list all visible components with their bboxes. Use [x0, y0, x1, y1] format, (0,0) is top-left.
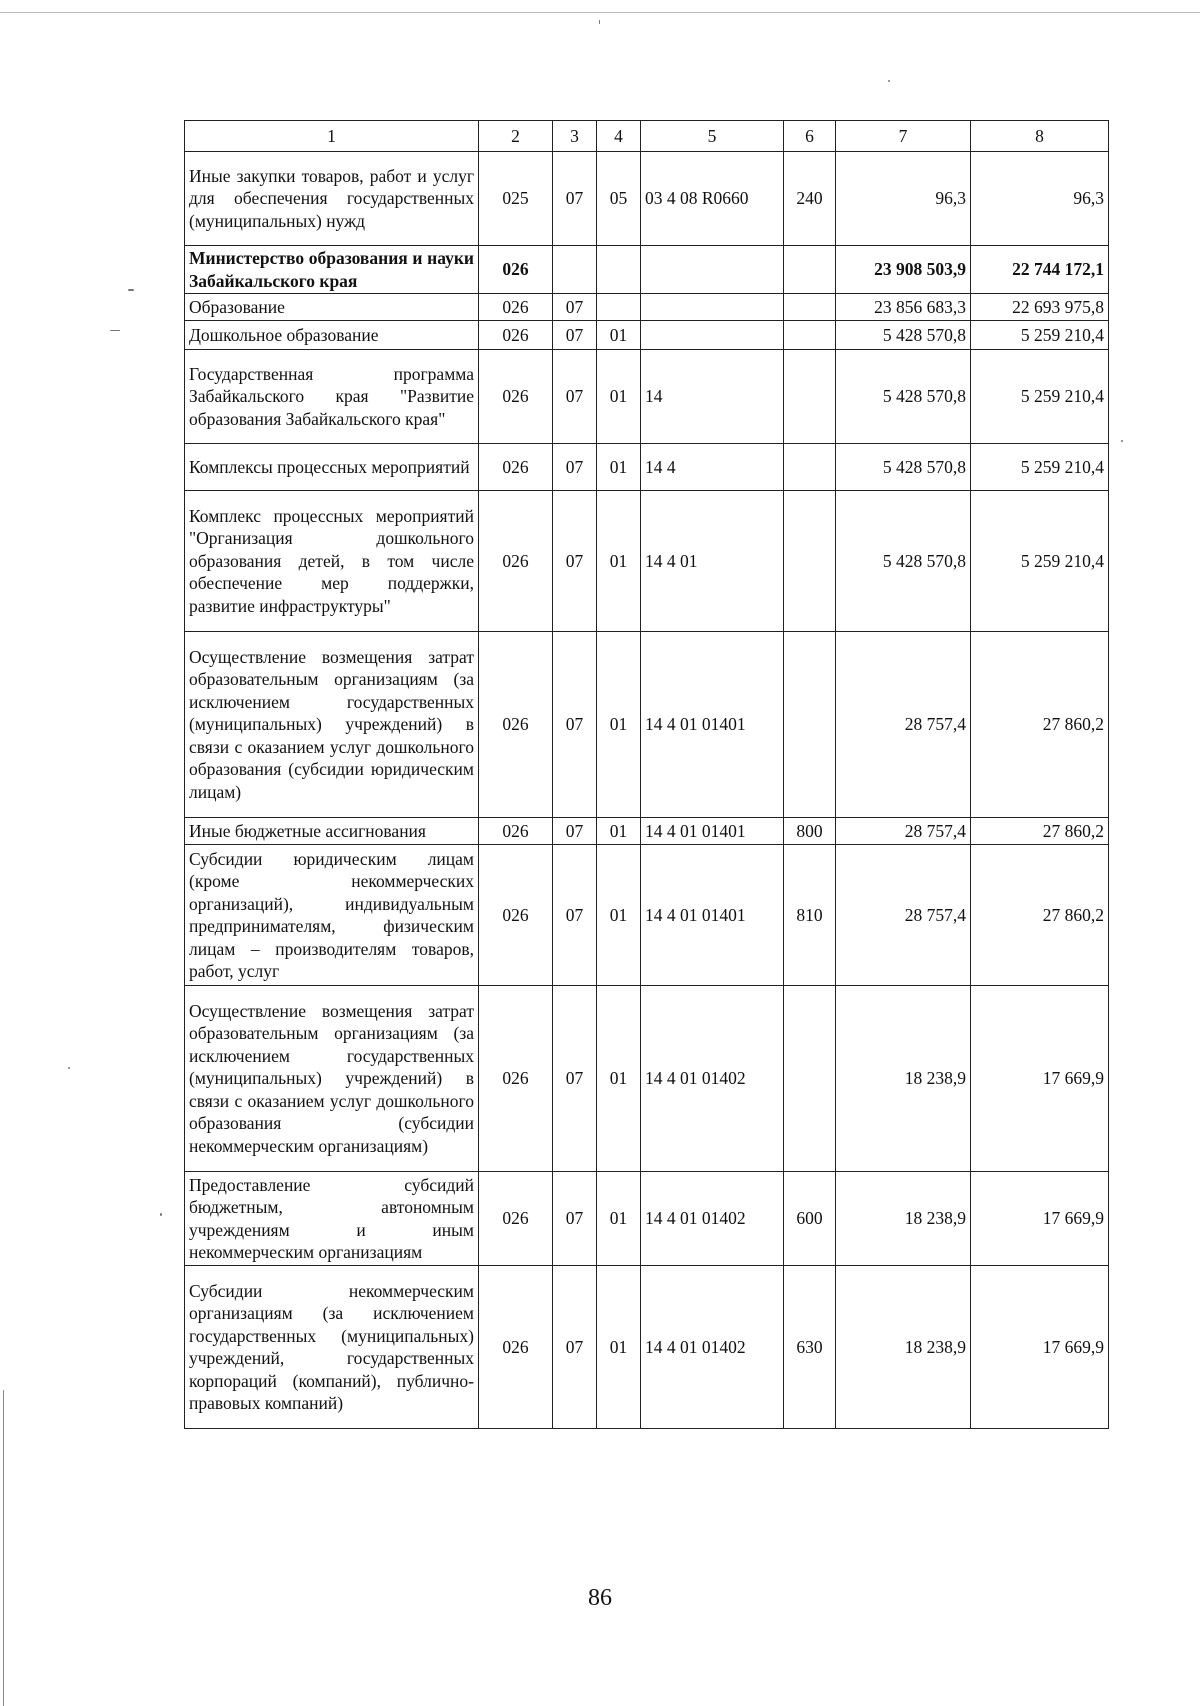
row-sum-7: 23 908 503,9 — [836, 246, 971, 294]
row-sum-8: 5 259 210,4 — [971, 321, 1109, 350]
scan-speck — [128, 289, 134, 291]
row-sum-7: 18 238,9 — [836, 1172, 971, 1266]
row-sum-7: 5 428 570,8 — [836, 491, 971, 632]
row-rz: 07 — [553, 321, 597, 350]
row-sum-8: 22 693 975,8 — [971, 294, 1109, 321]
row-vr — [784, 321, 836, 350]
row-name: Образование — [185, 294, 479, 321]
row-name: Комплексы процессных мероприятий — [185, 444, 479, 491]
row-gr: 026 — [479, 1172, 553, 1266]
row-vr — [784, 246, 836, 294]
header-col-4: 4 — [597, 121, 641, 152]
row-name: Осуществление возмещения затрат образовательным организациям (за исключением государственных (муниципальных) учреждений) в связи с оказанием услуг дошкольного образования (субсидии некоммерческим организациям) — [185, 986, 479, 1172]
row-gr: 026 — [479, 444, 553, 491]
row-vr — [784, 491, 836, 632]
budget-table — [184, 120, 1109, 1429]
header-col-7: 7 — [836, 121, 971, 152]
table-row — [185, 246, 1109, 294]
row-pr: 01 — [597, 444, 641, 491]
row-name: Государственная программа Забайкальского края "Развитие образования Забайкальского края" — [185, 350, 479, 444]
row-csr: 14 4 01 01401 — [641, 632, 784, 818]
row-sum-7: 5 428 570,8 — [836, 321, 971, 350]
row-name: Иные закупки товаров, работ и услуг для обеспечения государственных (муниципальных) нужд — [185, 152, 479, 246]
page-number: 86 — [588, 1585, 612, 1611]
row-gr: 026 — [479, 321, 553, 350]
row-pr: 01 — [597, 350, 641, 444]
row-sum-7: 5 428 570,8 — [836, 444, 971, 491]
row-name: Дошкольное образование — [185, 321, 479, 350]
row-vr: 800 — [784, 818, 836, 845]
row-csr: 14 4 01 01401 — [641, 818, 784, 845]
scan-speck — [888, 80, 890, 82]
table-row — [185, 818, 1109, 845]
row-vr: 600 — [784, 1172, 836, 1266]
row-name: Субсидии некоммерческим организациям (за исключением государственных (муниципальных) учреждений, государственных корпораций (компаний), публично-правовых компаний) — [185, 1266, 479, 1429]
row-csr: 14 4 01 01401 — [641, 845, 784, 986]
row-rz: 07 — [553, 845, 597, 986]
header-col-8: 8 — [971, 121, 1109, 152]
row-sum-7: 23 856 683,3 — [836, 294, 971, 321]
row-rz: 07 — [553, 294, 597, 321]
table-row — [185, 152, 1109, 246]
row-pr: 01 — [597, 632, 641, 818]
row-sum-8: 22 744 172,1 — [971, 246, 1109, 294]
table-header-row — [185, 121, 1109, 152]
row-sum-8: 17 669,9 — [971, 1266, 1109, 1429]
row-sum-8: 5 259 210,4 — [971, 350, 1109, 444]
row-vr — [784, 986, 836, 1172]
row-name: Предоставление субсидий бюджетным, автономным учреждениям и иным некоммерческим организациям — [185, 1172, 479, 1266]
header-col-5: 5 — [641, 121, 784, 152]
table-row — [185, 632, 1109, 818]
table-row — [185, 294, 1109, 321]
row-rz: 07 — [553, 818, 597, 845]
row-sum-7: 28 757,4 — [836, 845, 971, 986]
row-gr: 026 — [479, 350, 553, 444]
row-sum-7: 18 238,9 — [836, 1266, 971, 1429]
row-vr — [784, 632, 836, 818]
row-sum-7: 96,3 — [836, 152, 971, 246]
row-pr: 01 — [597, 1172, 641, 1266]
scan-left-edge — [3, 1390, 4, 1706]
row-csr — [641, 246, 784, 294]
row-csr — [641, 294, 784, 321]
row-csr: 14 4 01 01402 — [641, 1266, 784, 1429]
row-sum-8: 96,3 — [971, 152, 1109, 246]
scan-speck — [110, 330, 120, 331]
row-gr: 026 — [479, 1266, 553, 1429]
row-gr: 026 — [479, 845, 553, 986]
row-sum-7: 18 238,9 — [836, 986, 971, 1172]
row-sum-8: 27 860,2 — [971, 845, 1109, 986]
row-csr: 14 4 01 01402 — [641, 986, 784, 1172]
header-col-6: 6 — [784, 121, 836, 152]
scan-speck — [68, 1067, 70, 1069]
header-col-2: 2 — [479, 121, 553, 152]
row-rz: 07 — [553, 152, 597, 246]
row-rz: 07 — [553, 491, 597, 632]
row-pr: 01 — [597, 986, 641, 1172]
row-csr: 03 4 08 R0660 — [641, 152, 784, 246]
table-row — [185, 1266, 1109, 1429]
row-pr — [597, 294, 641, 321]
row-rz: 07 — [553, 1172, 597, 1266]
row-vr: 630 — [784, 1266, 836, 1429]
row-rz: 07 — [553, 350, 597, 444]
row-pr — [597, 246, 641, 294]
row-sum-8: 27 860,2 — [971, 818, 1109, 845]
row-gr: 026 — [479, 491, 553, 632]
scan-speck — [1121, 440, 1123, 442]
table-row — [185, 350, 1109, 444]
row-pr: 05 — [597, 152, 641, 246]
row-vr: 240 — [784, 152, 836, 246]
row-name: Субсидии юридическим лицам (кроме некоммерческих организаций), индивидуальным предпринимателям, физическим лицам – производителям товаров, работ, услуг — [185, 845, 479, 986]
table-row — [185, 321, 1109, 350]
row-pr: 01 — [597, 1266, 641, 1429]
row-name: Министерство образования и науки Забайкальского края — [185, 246, 479, 294]
row-pr: 01 — [597, 818, 641, 845]
row-gr: 026 — [479, 294, 553, 321]
row-gr: 026 — [479, 632, 553, 818]
row-rz: 07 — [553, 1266, 597, 1429]
table-row — [185, 986, 1109, 1172]
table-row — [185, 491, 1109, 632]
row-name: Осуществление возмещения затрат образовательным организациям (за исключением государственных (муниципальных) учреждений) в связи с оказанием услуг дошкольного образования (субсидии юридическим лицам) — [185, 632, 479, 818]
row-pr: 01 — [597, 321, 641, 350]
row-rz: 07 — [553, 986, 597, 1172]
row-sum-7: 5 428 570,8 — [836, 350, 971, 444]
scan-speck — [599, 20, 600, 24]
scan-speck — [160, 1213, 162, 1216]
table-row — [185, 444, 1109, 491]
row-sum-8: 27 860,2 — [971, 632, 1109, 818]
row-pr: 01 — [597, 491, 641, 632]
row-vr — [784, 294, 836, 321]
row-sum-8: 17 669,9 — [971, 986, 1109, 1172]
row-sum-8: 5 259 210,4 — [971, 491, 1109, 632]
header-col-3: 3 — [553, 121, 597, 152]
row-csr: 14 4 — [641, 444, 784, 491]
row-csr — [641, 321, 784, 350]
table-row — [185, 845, 1109, 986]
row-gr: 026 — [479, 986, 553, 1172]
row-pr: 01 — [597, 845, 641, 986]
row-csr: 14 4 01 — [641, 491, 784, 632]
row-name: Комплекс процессных мероприятий "Организация дошкольного образования детей, в том числе обеспечение мер поддержки, развитие инфраструктуры" — [185, 491, 479, 632]
row-vr: 810 — [784, 845, 836, 986]
row-rz: 07 — [553, 632, 597, 818]
row-gr: 026 — [479, 246, 553, 294]
row-vr — [784, 444, 836, 491]
row-vr — [784, 350, 836, 444]
row-csr: 14 — [641, 350, 784, 444]
row-sum-8: 5 259 210,4 — [971, 444, 1109, 491]
row-sum-7: 28 757,4 — [836, 632, 971, 818]
header-col-1: 1 — [185, 121, 479, 152]
row-sum-8: 17 669,9 — [971, 1172, 1109, 1266]
row-sum-7: 28 757,4 — [836, 818, 971, 845]
row-gr: 026 — [479, 818, 553, 845]
row-rz: 07 — [553, 444, 597, 491]
table-row — [185, 1172, 1109, 1266]
row-name: Иные бюджетные ассигнования — [185, 818, 479, 845]
row-gr: 025 — [479, 152, 553, 246]
row-rz — [553, 246, 597, 294]
row-csr: 14 4 01 01402 — [641, 1172, 784, 1266]
scan-top-edge — [0, 12, 1200, 13]
